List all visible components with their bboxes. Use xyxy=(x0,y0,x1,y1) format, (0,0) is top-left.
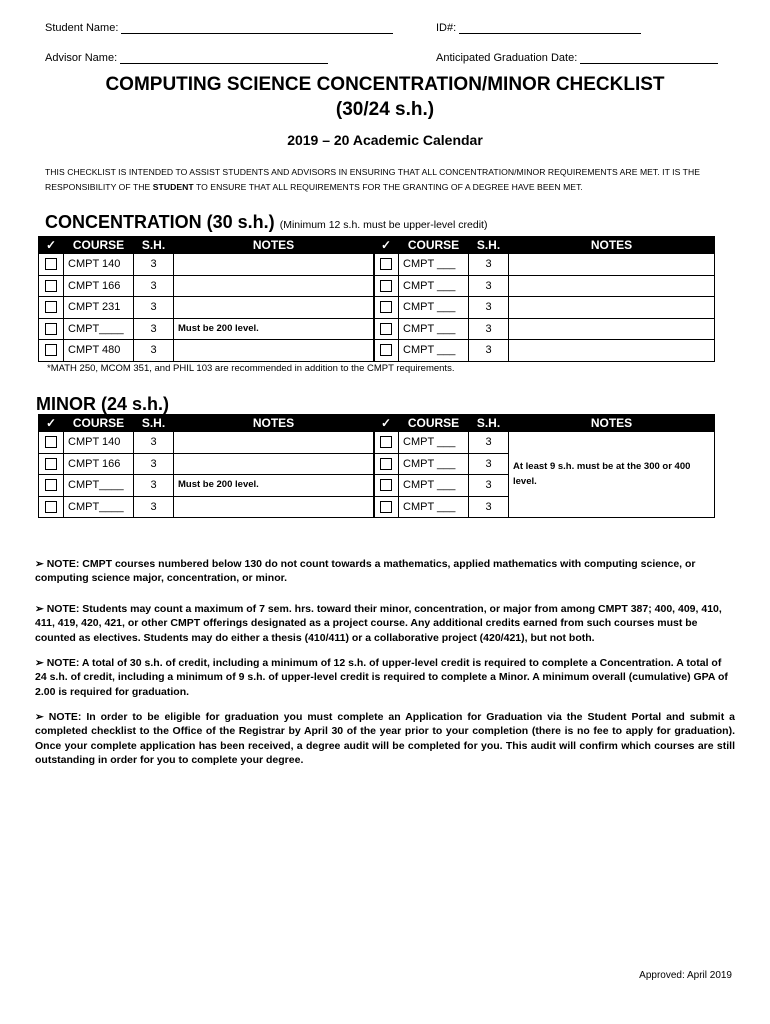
student-name-label: Student Name: xyxy=(45,22,119,34)
course-cell: CMPT ___ xyxy=(399,297,469,319)
concentration-table xyxy=(38,236,715,362)
course-cell: CMPT 166 xyxy=(64,453,134,475)
sh-cell: 3 xyxy=(469,318,509,340)
student-name-line[interactable] xyxy=(121,22,393,34)
course-cell: CMPT 480 xyxy=(64,340,134,362)
table-row xyxy=(39,297,715,319)
notes-cell[interactable] xyxy=(174,453,374,475)
sh-cell: 3 xyxy=(134,275,174,297)
graduation-date-label: Anticipated Graduation Date: xyxy=(436,52,578,64)
sh-cell: 3 xyxy=(469,475,509,497)
id-line[interactable] xyxy=(459,22,641,34)
id-field[interactable] xyxy=(436,22,641,34)
checkbox[interactable] xyxy=(45,436,57,448)
checkbox[interactable] xyxy=(380,458,392,470)
concentration-subtitle: (Minimum 12 s.h. must be upper-level credit) xyxy=(279,219,488,231)
notes-cell[interactable] xyxy=(509,254,715,276)
course-header: COURSE xyxy=(64,415,134,432)
notes-cell[interactable] xyxy=(509,275,715,297)
checkbox-cell[interactable] xyxy=(374,340,399,362)
sh-cell: 3 xyxy=(134,475,174,497)
course-cell: CMPT ___ xyxy=(399,432,469,454)
graduation-date-field[interactable] xyxy=(436,52,718,64)
sh-cell: 3 xyxy=(469,297,509,319)
course-cell: CMPT ___ xyxy=(399,453,469,475)
checkbox[interactable] xyxy=(380,323,392,335)
intro-paragraph xyxy=(45,165,745,195)
checkbox-cell[interactable] xyxy=(374,254,399,276)
notes-header: NOTES xyxy=(509,237,715,254)
advisor-name-field[interactable] xyxy=(45,52,328,64)
course-cell: CMPT ___ xyxy=(399,496,469,518)
table-row xyxy=(39,318,715,340)
notes-cell[interactable]: Must be 200 level. xyxy=(174,318,374,340)
notes-cell[interactable] xyxy=(174,254,374,276)
checkbox[interactable] xyxy=(45,323,57,335)
checkbox-cell[interactable] xyxy=(39,453,64,475)
sh-cell: 3 xyxy=(134,340,174,362)
course-cell: CMPT____ xyxy=(64,318,134,340)
checkbox-cell[interactable] xyxy=(39,297,64,319)
checkbox-cell[interactable] xyxy=(374,432,399,454)
minor-table xyxy=(38,414,715,518)
notes-header: NOTES xyxy=(174,415,374,432)
notes-cell[interactable] xyxy=(509,318,715,340)
checkbox[interactable] xyxy=(45,258,57,270)
checkbox-cell[interactable] xyxy=(39,496,64,518)
check-header: ✓ xyxy=(39,415,64,432)
advisor-name-line[interactable] xyxy=(120,52,328,64)
checkbox-cell[interactable] xyxy=(39,275,64,297)
notes-cell[interactable] xyxy=(174,275,374,297)
checkbox-cell[interactable] xyxy=(374,275,399,297)
intro-emphasis: STUDENT xyxy=(152,182,194,192)
checkbox-cell[interactable] xyxy=(374,475,399,497)
sh-cell: 3 xyxy=(134,432,174,454)
checkbox-cell[interactable] xyxy=(39,475,64,497)
notes-header: NOTES xyxy=(174,237,374,254)
page-title: COMPUTING SCIENCE CONCENTRATION/MINOR CHECKLIST xyxy=(105,74,665,95)
checkbox[interactable] xyxy=(380,344,392,356)
course-cell: CMPT 140 xyxy=(64,254,134,276)
sh-cell: 3 xyxy=(134,318,174,340)
sh-header: S.H. xyxy=(469,237,509,254)
sh-cell: 3 xyxy=(469,496,509,518)
checkbox-cell[interactable] xyxy=(374,318,399,340)
check-header: ✓ xyxy=(374,415,399,432)
checkbox[interactable] xyxy=(45,458,57,470)
checkbox[interactable] xyxy=(380,501,392,513)
notes-cell[interactable]: Must be 200 level. xyxy=(174,475,374,497)
table-row xyxy=(39,275,715,297)
notes-cell[interactable] xyxy=(174,432,374,454)
sh-cell: 3 xyxy=(134,254,174,276)
checkbox[interactable] xyxy=(380,258,392,270)
course-header: COURSE xyxy=(399,415,469,432)
course-cell: CMPT____ xyxy=(64,475,134,497)
minor-heading: MINOR (24 s.h.) xyxy=(36,394,170,414)
checkbox-cell[interactable] xyxy=(374,297,399,319)
minor-header-row xyxy=(39,415,715,432)
checkbox[interactable] xyxy=(380,301,392,313)
page-subtitle-credits: (30/24 s.h.) xyxy=(335,99,435,120)
checkbox-cell[interactable] xyxy=(39,318,64,340)
notes-cell[interactable] xyxy=(509,340,715,362)
sh-cell: 3 xyxy=(469,275,509,297)
intro-text-2: TO ENSURE THAT ALL REQUIREMENTS FOR THE GRANTING OF A DEGREE HAVE BEEN MET. xyxy=(193,182,583,192)
checkbox-cell[interactable] xyxy=(39,340,64,362)
concentration-heading xyxy=(45,212,487,233)
checkbox[interactable] xyxy=(380,436,392,448)
notes-cell[interactable] xyxy=(174,297,374,319)
course-cell: CMPT____ xyxy=(64,496,134,518)
advisor-name-label: Advisor Name: xyxy=(45,52,118,64)
approved-date: Approved: April 2019 xyxy=(639,970,732,981)
course-header: COURSE xyxy=(399,237,469,254)
intro-text-1: THIS CHECKLIST IS INTENDED TO ASSIST STUDENTS AND ADVISORS IN ENSURING THAT ALL CONCENTRATION/MINOR REQUIREMENTS ARE MET. IT IS THE RESPONSIBILITY OF THE xyxy=(45,167,701,192)
academic-calendar: 2019 – 20 Academic Calendar xyxy=(287,132,483,148)
checkbox-cell[interactable] xyxy=(39,254,64,276)
course-cell: CMPT 166 xyxy=(64,275,134,297)
table-row xyxy=(39,340,715,362)
checkbox-cell[interactable] xyxy=(374,453,399,475)
check-header: ✓ xyxy=(374,237,399,254)
notes-header: NOTES xyxy=(509,415,715,432)
sh-header: S.H. xyxy=(134,415,174,432)
sh-cell: 3 xyxy=(134,453,174,475)
note-2: ➢ NOTE: Students may count a maximum of 7 sem. hrs. toward their minor, concentration, or major from among CMPT 387; 400, 409, 410, 411, 419, 420, 421, or other CMPT offerings designated as a project course. Any additional credits earned from such courses must be counted as electives. Students may do either a thesis (410/411) or a collaborative project (420/421), but not both. xyxy=(35,603,722,644)
table-row xyxy=(39,432,715,454)
notes-cell[interactable] xyxy=(174,496,374,518)
course-cell: CMPT ___ xyxy=(399,254,469,276)
sh-cell: 3 xyxy=(469,453,509,475)
notes-cell[interactable] xyxy=(509,297,715,319)
checkbox[interactable] xyxy=(45,501,57,513)
sh-cell: 3 xyxy=(134,496,174,518)
student-name-field[interactable] xyxy=(45,22,393,34)
concentration-footnote: *MATH 250, MCOM 351, and PHIL 103 are recommended in addition to the CMPT requirements. xyxy=(47,363,455,374)
merged-notes-cell[interactable]: At least 9 s.h. must be at the 300 or 400 level. xyxy=(509,432,715,518)
note-3: ➢ NOTE: A total of 30 s.h. of credit, including a minimum of 12 s.h. of upper-level credit is required to complete a Concentration. A total of 24 s.h. of credit, including a minimum of 9 s.h. of upper-level credit is required to complete a Minor. A minimum overall (cumulative) GPA of 2.00 is required for graduation. xyxy=(35,657,728,698)
checkbox[interactable] xyxy=(45,479,57,491)
checkbox[interactable] xyxy=(45,280,57,292)
sh-cell: 3 xyxy=(469,254,509,276)
sh-cell: 3 xyxy=(134,297,174,319)
note-4: ➢ NOTE: In order to be eligible for graduation you must complete an Application for Graduation via the Student Portal and submit a completed checklist to the Office of the Registrar by April 30 of the year prior to your completion (there is no fee to apply for graduation). Once your complete application has been received, a degree audit will be completed for you. This audit will confirm which courses are still outstanding in order for you to complete your degree. xyxy=(35,711,735,767)
checkbox-cell[interactable] xyxy=(39,432,64,454)
checkbox-cell[interactable] xyxy=(374,496,399,518)
course-cell: CMPT ___ xyxy=(399,475,469,497)
sh-cell: 3 xyxy=(469,432,509,454)
course-cell: CMPT 231 xyxy=(64,297,134,319)
checkbox[interactable] xyxy=(45,344,57,356)
checkbox[interactable] xyxy=(45,301,57,313)
course-cell: CMPT ___ xyxy=(399,275,469,297)
course-cell: CMPT 140 xyxy=(64,432,134,454)
sh-cell: 3 xyxy=(469,340,509,362)
notes-cell[interactable] xyxy=(174,340,374,362)
checkbox[interactable] xyxy=(380,479,392,491)
concentration-header-row xyxy=(39,237,715,254)
id-label: ID#: xyxy=(436,22,457,34)
checkbox[interactable] xyxy=(380,280,392,292)
concentration-title: CONCENTRATION (30 s.h.) xyxy=(45,212,275,232)
course-cell: CMPT ___ xyxy=(399,318,469,340)
check-header: ✓ xyxy=(39,237,64,254)
sh-header: S.H. xyxy=(469,415,509,432)
sh-header: S.H. xyxy=(134,237,174,254)
table-row xyxy=(39,254,715,276)
course-header: COURSE xyxy=(64,237,134,254)
graduation-date-line[interactable] xyxy=(580,52,718,64)
course-cell: CMPT ___ xyxy=(399,340,469,362)
note-1: ➢ NOTE: CMPT courses numbered below 130 do not count towards a mathematics, applied mathematics with computing science, or computing science major, concentration, or minor. xyxy=(35,558,696,585)
